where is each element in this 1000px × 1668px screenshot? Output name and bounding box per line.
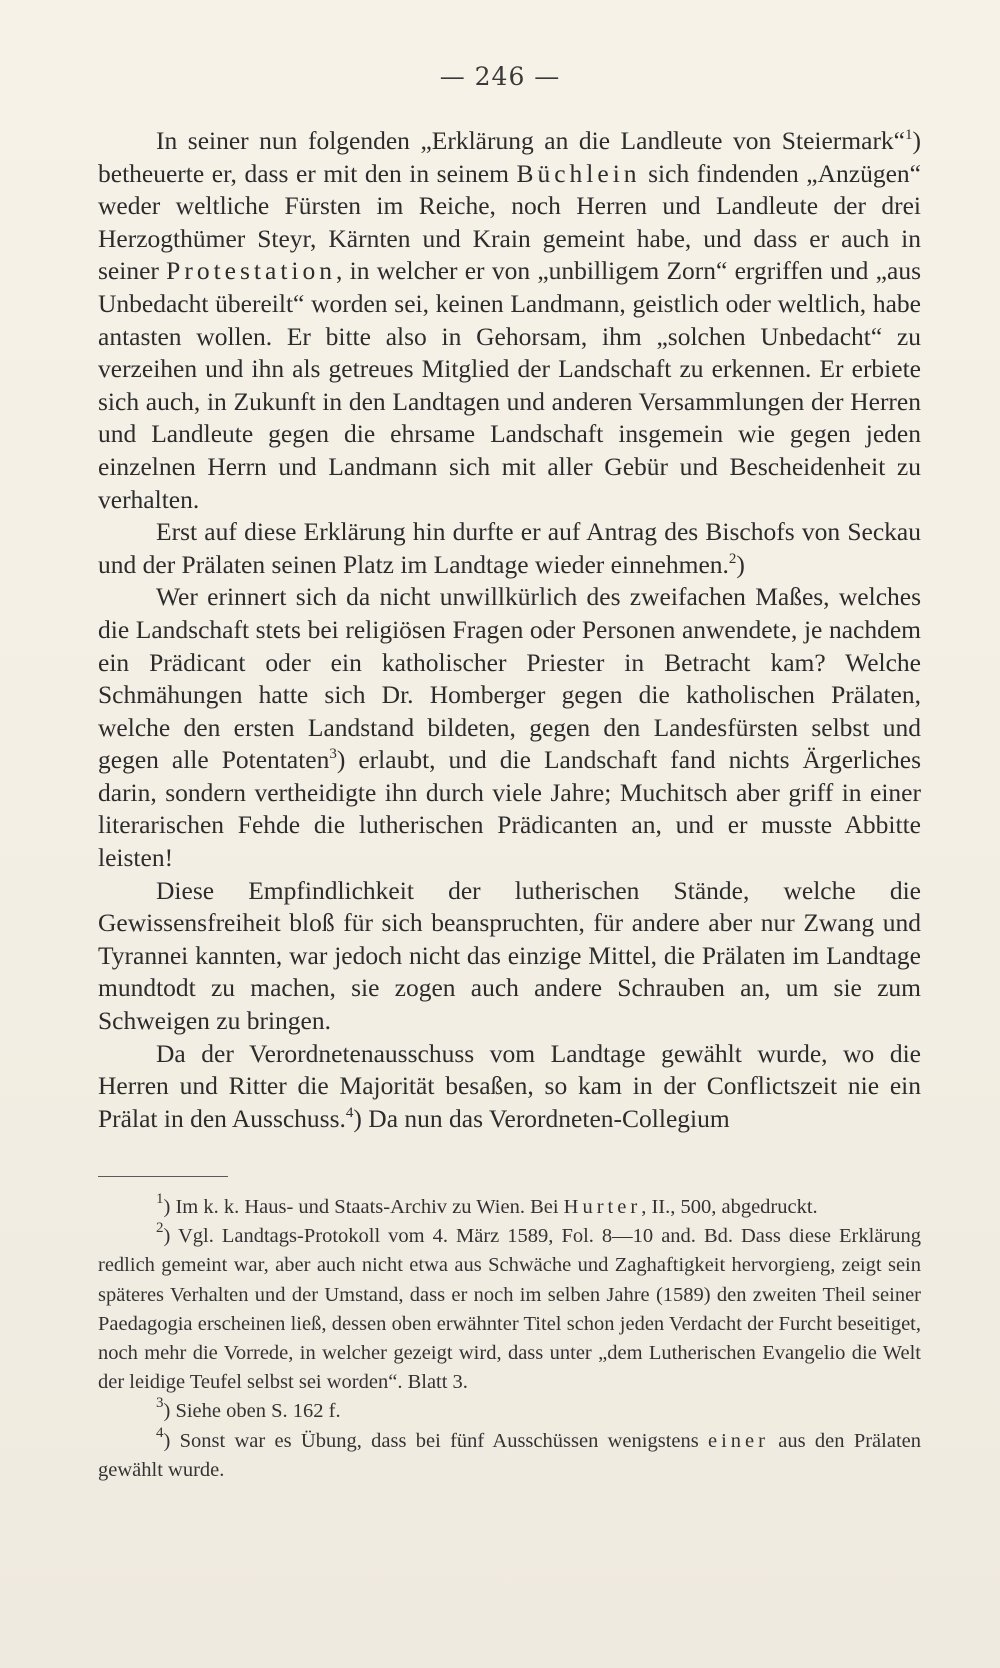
p1-text-b: ) betheuerte er, dass er mit den in seinem	[98, 126, 921, 188]
footnote-4-text-b: aus den Prälaten gewählt wurde.	[98, 1429, 921, 1481]
paragraph-4: Diese Empfindlichkeit der lutherischen Stände, welche die Gewissensfreiheit bloß für sich beanspruchten, für andere aber nur Zwang und Tyrannei kannten, war jedoch nicht das einzige Mittel, die Prälaten im Landtage mundtodt zu machen, sie zogen auch andere Schrauben an, um sie zum Schweigen zu bringen.	[98, 875, 921, 1036]
footnote-4	[98, 1424, 921, 1485]
footnote-3-text: ) Siehe oben S. 162 f.	[163, 1400, 341, 1423]
footnote-1	[98, 1193, 921, 1222]
footnote-4-text-a: ) Sonst war es Übung, dass bei fünf Ausschüssen wenigstens	[163, 1429, 709, 1452]
paragraph-1	[98, 125, 921, 516]
p1-spaced-protestation: Protestation	[166, 256, 336, 286]
footnote-1-text-a: ) Im k. k. Haus- und Staats-Archiv zu Wien. Bei	[163, 1196, 564, 1218]
p3-text-a: Wer erinnert sich da nicht unwillkürlich des zweifachen Maßes, welches die Landschaft stets bei religiösen Fragen oder Personen anwendete, je nachdem ein Prädicant oder ein katholischer Priester in Betracht kam? Welche Schmähungen hatte sich Dr. Homberger gegen die katholischen Prälaten, welche den ersten Landstand bildeten, gegen den Landesfürsten selbst und gegen alle Potentaten	[98, 582, 921, 775]
footnote-separator	[98, 1176, 228, 1177]
footnote-ref-3: 3	[329, 746, 337, 763]
footnote-2-text: ) Vgl. Landtags-Protokoll vom 4. März 1589, Fol. 8—10 and. Bd. Dass diese Erklärung redlich gemeint war, aber auch nicht etwa aus Schwäche und Zaghaftigkeit hervorgieng, zeigt sein späteres Verhalten und der Umstand, dass er noch im selben Jahre (1589) den zweiten Theil seiner Paedagogia erscheinen ließ, dessen oben erwähnter Titel schon jeden Verdacht der Furcht beseitiget, noch mehr die Vorrede, in welcher gezeigt wird, dass unter „dem Lutherischen Evangelio die Welt der leidige Teufel selbst sei worden“. Blatt 3.	[98, 1225, 921, 1394]
p5-text-b: ) Da nun das Verordneten-Collegium	[353, 1103, 730, 1133]
footnote-ref-4: 4	[345, 1104, 354, 1121]
footnote-4-spaced: einer	[708, 1429, 769, 1452]
footnote-mark-2: 2	[156, 1220, 164, 1237]
paragraph-5	[98, 1038, 921, 1136]
footnote-1-spaced: Hurter	[563, 1196, 642, 1218]
footnotes	[98, 1193, 921, 1485]
footnote-ref-1: 1	[905, 127, 913, 143]
page-number: — 246 —	[439, 62, 561, 91]
footnote-2	[98, 1222, 921, 1397]
p1-spaced-buechlein: Büchlein	[516, 158, 641, 188]
footnote-mark-3: 3	[156, 1395, 164, 1412]
paragraph-3	[98, 581, 921, 874]
p1-text-a: In seiner nun folgenden „Erklärung an die Landleute von Steiermark“	[156, 126, 905, 155]
footnote-mark-1: 1	[156, 1191, 164, 1207]
footnote-ref-2: 2	[728, 550, 737, 567]
footnote-3	[98, 1397, 921, 1426]
paragraph-2	[98, 516, 921, 581]
main-text	[98, 125, 921, 1135]
p1-text-d: , in welcher er von „unbilligem Zorn“ ergriffen und „aus Unbedacht übereilt“ worden sei, keinen Landmann, geistlich oder weltlich, habe antasten wollen. Er bitte also in Gehorsam, ihm „solchen Unbedacht“ zu verzeihen und ihn als getreues Mitglied der Landschaft zu erkennen. Er erbiete sich auch, in Zukunft in den Landtagen und anderen Versammlungen der Herren und Landleute gegen die ehrsame Landschaft insgemein wie gegen jeden einzelnen Herrn und Landmann sich mit aller Gebür und Bescheidenheit zu verhalten.	[98, 256, 921, 514]
p2-text-b: )	[736, 549, 745, 579]
p1-text-c: sich findenden „Anzügen“ weder weltliche Fürsten im Reiche, noch Herren und Landleute der drei Herzogthümer Steyr, Kärnten und Krain gemeint habe, und dass er auch in seiner	[98, 158, 921, 286]
footnote-1-text-b: , II., 500, abgedruckt.	[641, 1196, 818, 1218]
footnote-mark-4: 4	[156, 1424, 164, 1441]
p2-text-a: Erst auf diese Erklärung hin durfte er auf Antrag des Bischofs von Seckau und der Prälaten seinen Platz im Landtage wieder einnehmen.	[98, 517, 921, 579]
p3-text-b: ) erlaubt, und die Landschaft fand nichts Ärgerliches darin, sondern vertheidigte ihn durch viele Jahre; Muchitsch aber griff in einer literarischen Fehde die lutherischen Prädicanten an, und er musste Abbitte leisten!	[98, 745, 921, 873]
p5-text-a: Da der Verordnetenausschuss vom Landtage gewählt wurde, wo die Herren und Ritter die Majorität besaßen, so kam in der Conflictszeit nie ein Prälat in den Ausschuss.	[98, 1038, 921, 1133]
